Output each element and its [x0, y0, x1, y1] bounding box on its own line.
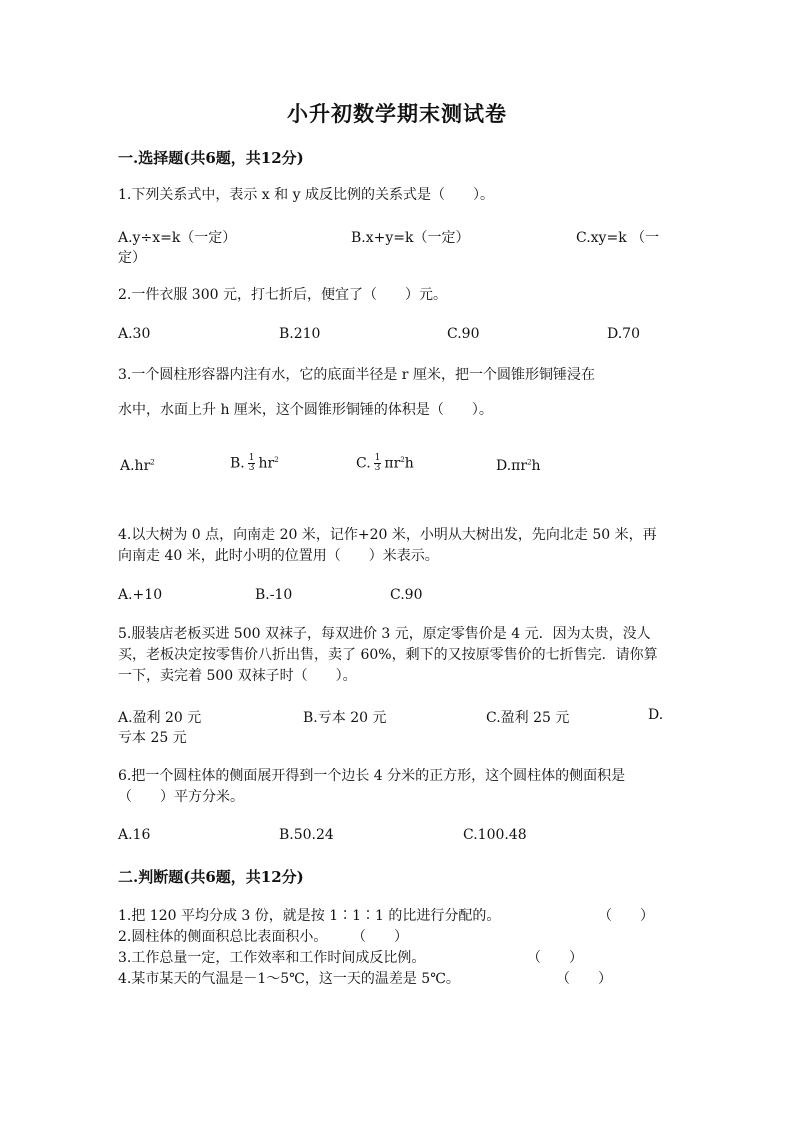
q2-option-c[interactable]: C.90	[447, 326, 480, 342]
question-3-line-1: 3.一个圆柱形容器内注有水，它的底面半径是 r 厘米，把一个圆锥形铜锤浸在	[118, 367, 595, 383]
q2-option-d[interactable]: D.70	[607, 326, 640, 342]
judge-answer-paren[interactable]: （ ）	[556, 971, 612, 987]
q2-option-a[interactable]: A.30	[118, 326, 151, 342]
question-1: 1.下列关系式中，表示 x 和 y 成反比例的关系式是（ ）。	[118, 187, 494, 203]
q3-option-c-text: πr	[384, 455, 401, 472]
section-judge-heading: 二.判断题(共6题，共12分)	[118, 868, 304, 886]
question-4-options	[118, 587, 663, 608]
q3-option-b-sup: 2	[274, 455, 279, 464]
question-2-options	[118, 326, 663, 347]
q3-option-a-text: A.hr	[120, 458, 151, 474]
q4-option-b[interactable]: B.-10	[255, 587, 293, 603]
q5-option-a[interactable]: A.盈利 20 元	[118, 710, 202, 726]
q3-option-d[interactable]	[496, 458, 541, 474]
q1-option-c-wrap: 定）	[118, 250, 146, 266]
page-title: 小升初数学期末测试卷	[287, 101, 507, 126]
q4-option-a[interactable]: A.+10	[118, 587, 163, 603]
question-3-options	[118, 453, 663, 482]
question-4: 4.以大树为 0 点，向南走 20 米，记作+20 米，小明从大树出发，先向北走 50 米，再向南走 40 米，此时小明的位置用（ ）米表示。	[118, 527, 657, 564]
section-choice-heading: 一.选择题(共6题，共12分)	[118, 149, 304, 167]
judge-answer-paren[interactable]: （ ）	[527, 950, 583, 966]
q3-option-b-text: hr	[258, 455, 275, 472]
q2-option-b[interactable]: B.210	[279, 326, 321, 342]
fraction-denominator: 3	[374, 463, 381, 473]
q3-option-d-text-end: h	[531, 458, 541, 474]
q3-option-c[interactable]	[356, 454, 414, 473]
q6-option-c[interactable]: C.100.48	[463, 827, 527, 843]
q3-option-c-prefix: C.	[356, 455, 371, 472]
question-5: 5.服装店老板买进 500 双袜子，每双进价 3 元，原定零售价是 4 元．因为太贵，没人买，老板决定按零售价八折出售，卖了 60%，剩下的又按原零售价的七折售完．请你算一下，卖完着 500 双袜子时（ ）。	[118, 626, 658, 684]
judge-answer-paren[interactable]: （ ）	[598, 908, 654, 924]
q5-option-c[interactable]: C.盈利 25 元	[486, 710, 570, 726]
q3-option-c-sup: 2	[400, 455, 405, 464]
judge-item: 2.圆柱体的侧面积总比表面积小。	[118, 929, 328, 945]
q6-option-b[interactable]: B.50.24	[279, 827, 334, 843]
q3-option-c-fraction	[374, 454, 382, 473]
judge-item: 1.把 120 平均分成 3 份，就是按 1∶1∶1 的比进行分配的。	[118, 908, 501, 924]
q5-option-d[interactable]: D.	[648, 707, 664, 723]
q5-option-b[interactable]: B.亏本 20 元	[303, 710, 387, 726]
question-2: 2.一件衣服 300 元，打七折后，便宜了（ ）元。	[118, 287, 447, 303]
q6-option-a[interactable]: A.16	[118, 827, 151, 843]
q3-option-b-prefix: B.	[230, 455, 245, 472]
q5-option-d-wrap: 亏本 25 元	[118, 730, 187, 746]
fraction-numerator: 1	[374, 453, 381, 463]
question-6: 6.把一个圆柱体的侧面展开得到一个边长 4 分米的正方形，这个圆柱体的侧面积是（ ）平方分米。	[118, 768, 626, 805]
q3-option-b[interactable]	[230, 454, 279, 473]
q3-option-b-fraction	[248, 454, 256, 473]
judge-answer-paren[interactable]: （ ）	[352, 929, 408, 945]
judge-item: 4.某市某天的气温是－1～5℃，这一天的温差是 5℃。	[118, 971, 460, 987]
fraction-numerator: 1	[248, 453, 255, 463]
q1-option-b[interactable]: B.x+y=k（一定）	[351, 230, 470, 246]
q3-option-d-text: D.πr	[496, 458, 528, 474]
question-6-options	[118, 827, 663, 848]
q3-option-a-sup: 2	[150, 458, 155, 467]
q3-option-c-text-end: h	[404, 455, 414, 472]
q1-option-a[interactable]: A.y÷x=k（一定）	[118, 230, 237, 246]
fraction-denominator: 3	[248, 463, 255, 473]
question-1-options	[118, 227, 663, 248]
question-3-line-2: 水中，水面上升 h 厘米，这个圆锥形铜锤的体积是（ ）。	[118, 402, 493, 418]
q1-option-c[interactable]: C.xy=k （一	[576, 230, 660, 246]
q3-option-a[interactable]	[120, 458, 155, 474]
q4-option-c[interactable]: C.90	[390, 587, 423, 603]
q3-option-d-sup: 2	[527, 458, 532, 467]
question-5-options	[118, 707, 663, 728]
judge-item: 3.工作总量一定，工作效率和工作时间成反比例。	[118, 950, 426, 966]
